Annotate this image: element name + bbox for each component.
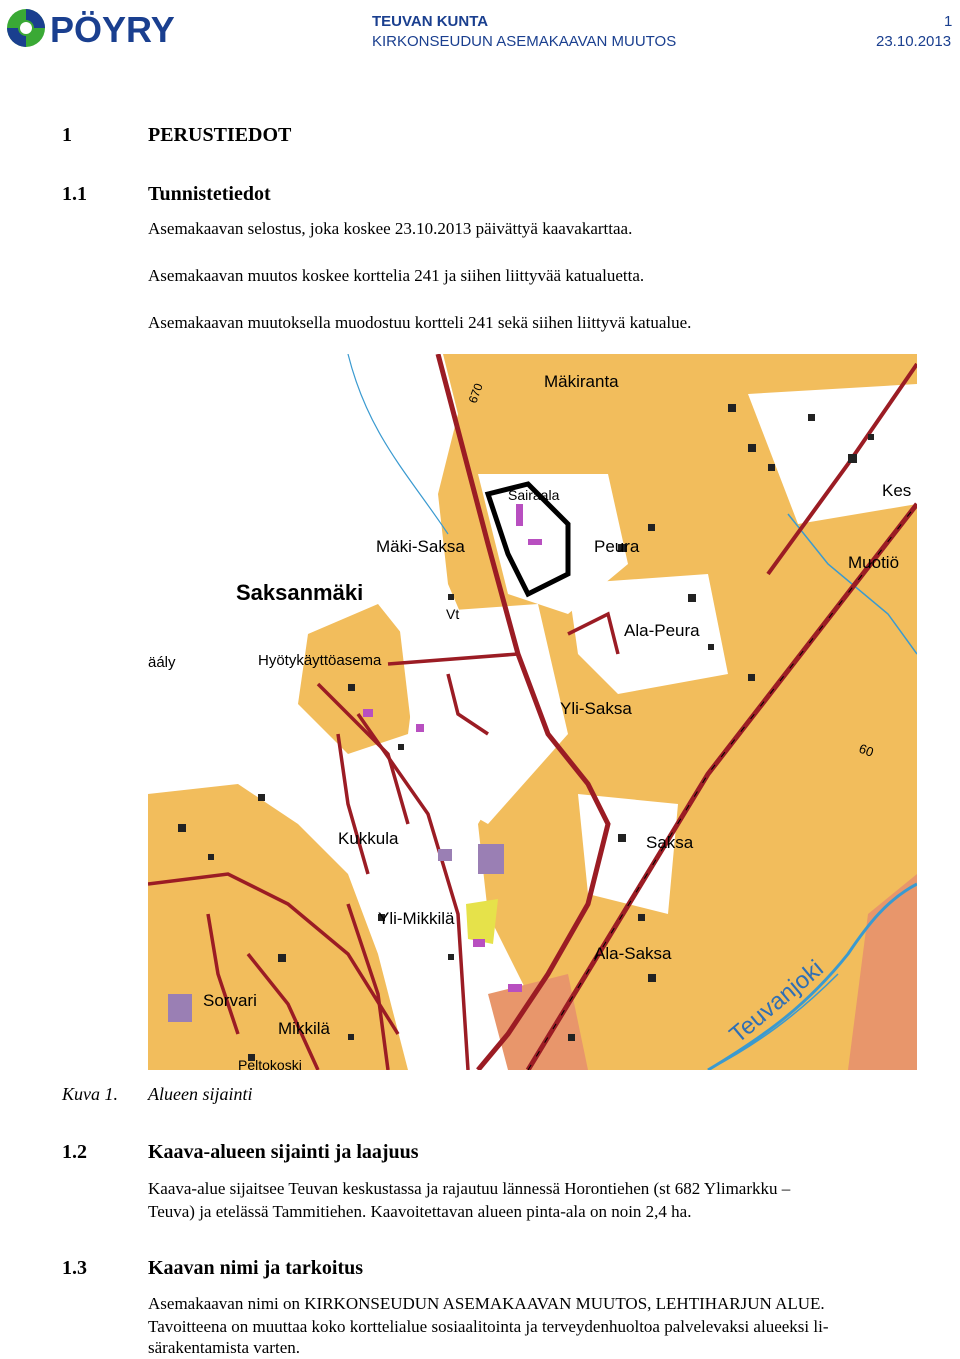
section-1-2-number: 1.2 xyxy=(62,1141,87,1163)
map-label-muotio: Muotiö xyxy=(848,553,900,572)
paragraph-1-2-line2: Teuva) ja etelässä Tammitiehen. Kaavoitettavan alueen pinta-ala on noin 2,4 ha. xyxy=(148,1202,692,1221)
section-1-title: PERUSTIEDOT xyxy=(148,124,292,146)
paragraph-1-2-line1: Kaava-alue sijaitsee Teuvan keskustassa ja rajautuu lännessä Horontiehen (st 682 Ylimarkku – xyxy=(148,1179,791,1198)
paragraph-1-3-line2: Tavoitteena on muuttaa koko korttelialue sosiaalitointa ja terveydenhuoltoa palvelevaksi alueeksi li- xyxy=(148,1317,829,1336)
figure-caption-label: Kuva 1. xyxy=(62,1084,118,1104)
figure-caption-text: Alueen sijainti xyxy=(148,1084,253,1104)
map-label-yli-saksa: Yli-Saksa xyxy=(560,699,632,718)
map-label-makiranta: Mäkiranta xyxy=(544,372,619,391)
section-1-1-number: 1.1 xyxy=(62,183,87,205)
map-label-peltokoski: Peltokoski xyxy=(238,1057,302,1070)
paragraph-1-3-line1: Asemakaavan nimi on KIRKONSEUDUN ASEMAKAAVAN MUUTOS, LEHTIHARJUN ALUE. xyxy=(148,1294,825,1313)
section-1-1-title: Tunnistetiedot xyxy=(148,183,271,205)
section-1-number: 1 xyxy=(62,124,72,146)
section-1-3-number: 1.3 xyxy=(62,1257,87,1279)
paragraph-1-1-c: Asemakaavan muutoksella muodostuu kortteli 241 sekä siihen liittyvä katualue. xyxy=(148,313,692,332)
header-client: TEUVAN KUNTA xyxy=(372,13,489,30)
map-label-vt: Vt xyxy=(446,606,460,622)
paragraph-1-1-a: Asemakaavan selostus, joka koskee 23.10.2013 päivättyä kaavakarttaa. xyxy=(148,219,633,238)
map-label-saksa: Saksa xyxy=(646,833,694,852)
map-label-sairaala: Sairaala xyxy=(508,487,560,503)
section-1-2-title: Kaava-alueen sijainti ja laajuus xyxy=(148,1141,419,1163)
map-label-kukkula: Kukkula xyxy=(338,829,399,848)
svg-text:PÖYRY: PÖYRY xyxy=(50,9,175,50)
poyry-logo xyxy=(4,6,244,50)
map-label-ala-peura: Ala-Peura xyxy=(624,621,700,640)
section-1-3-title: Kaavan nimi ja tarkoitus xyxy=(148,1257,364,1279)
map-label-sorvari: Sorvari xyxy=(203,991,257,1010)
map-label-60: 60 xyxy=(856,740,876,760)
map-label-saksanmaki: Saksanmäki xyxy=(236,580,364,605)
location-map xyxy=(148,354,917,1070)
map-label-mikkila: Mikkilä xyxy=(278,1019,330,1038)
map-label-ala-saksa: Ala-Saksa xyxy=(594,944,672,963)
map-label-road-number: 670 xyxy=(465,381,486,406)
paragraph-1-1-b: Asemakaavan muutos koskee korttelia 241 ja siihen liittyvää katualuetta. xyxy=(148,266,645,285)
map-label-maki-saksa: Mäki-Saksa xyxy=(376,537,465,556)
header-project: KIRKONSEUDUN ASEMAKAAVAN MUUTOS xyxy=(372,33,677,50)
map-label-hyotykayttoasema: Hyötykäyttöasema xyxy=(258,652,382,669)
map-label-kes: Kes xyxy=(882,481,912,500)
paragraph-1-3-line3: särakentamista varten. xyxy=(148,1338,300,1357)
header-page-number: 1 xyxy=(944,13,953,30)
map-label-peura: Peura xyxy=(594,537,640,556)
header-date: 23.10.2013 xyxy=(876,33,952,50)
map-label-teuvanjoki: Teuvanjoki xyxy=(724,955,829,1049)
map-label-aaly: äály xyxy=(148,654,176,671)
map-label-yli-mikkila: Yli-Mikkilä xyxy=(378,909,455,928)
